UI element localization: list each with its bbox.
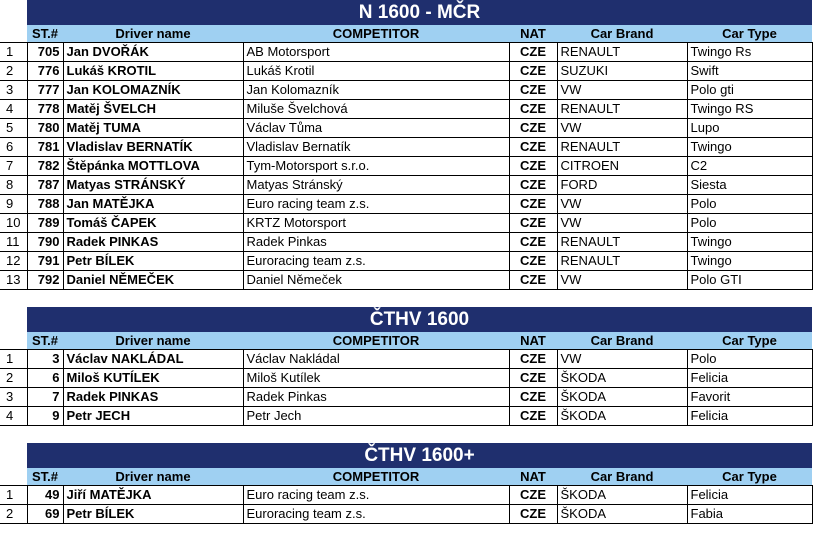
table-row <box>0 157 812 176</box>
header-driver: Driver name <box>63 25 243 43</box>
driver-name: Radek PINKAS <box>63 233 243 252</box>
section-gap <box>0 290 812 308</box>
table-row <box>0 100 812 119</box>
car-type: Twingo <box>687 233 812 252</box>
driver-name: Miloš KUTÍLEK <box>63 369 243 388</box>
nationality: CZE <box>509 486 557 505</box>
competitor-name: Václav Nakládal <box>243 350 509 369</box>
driver-name: Václav NAKLÁDAL <box>63 350 243 369</box>
car-brand: ŠKODA <box>557 407 687 426</box>
car-brand: ŠKODA <box>557 486 687 505</box>
driver-name: Matěj TUMA <box>63 119 243 138</box>
nationality: CZE <box>509 119 557 138</box>
car-brand: VW <box>557 195 687 214</box>
competitor-name: Miloš Kutílek <box>243 369 509 388</box>
title-spacer <box>0 307 27 332</box>
nationality: CZE <box>509 157 557 176</box>
start-number: 705 <box>27 43 63 62</box>
row-index: 4 <box>0 407 27 426</box>
start-number: 778 <box>27 100 63 119</box>
car-type: Polo <box>687 214 812 233</box>
header-st: ST.# <box>27 332 63 350</box>
driver-name: Tomáš ČAPEK <box>63 214 243 233</box>
car-type: Polo gti <box>687 81 812 100</box>
nationality: CZE <box>509 138 557 157</box>
header-spacer <box>0 25 27 43</box>
car-brand: RENAULT <box>557 138 687 157</box>
row-index: 1 <box>0 43 27 62</box>
table-row <box>0 43 812 62</box>
row-index: 3 <box>0 388 27 407</box>
table-row <box>0 486 812 505</box>
competitor-name: Daniel Němeček <box>243 271 509 290</box>
table-row <box>0 252 812 271</box>
table-row <box>0 138 812 157</box>
row-index: 12 <box>0 252 27 271</box>
table-row <box>0 233 812 252</box>
car-type: Twingo <box>687 138 812 157</box>
competitor-name: Euro racing team z.s. <box>243 486 509 505</box>
header-brand: Car Brand <box>557 25 687 43</box>
row-index: 2 <box>0 62 27 81</box>
nationality: CZE <box>509 81 557 100</box>
table-row <box>0 271 812 290</box>
competitor-name: Matyas Stránský <box>243 176 509 195</box>
start-number: 69 <box>27 505 63 524</box>
header-driver: Driver name <box>63 468 243 486</box>
nationality: CZE <box>509 62 557 81</box>
row-index: 1 <box>0 486 27 505</box>
header-type: Car Type <box>687 332 812 350</box>
car-type: Twingo Rs <box>687 43 812 62</box>
start-number: 789 <box>27 214 63 233</box>
row-index: 4 <box>0 100 27 119</box>
car-type: Felicia <box>687 369 812 388</box>
car-brand: ŠKODA <box>557 369 687 388</box>
header-nat: NAT <box>509 468 557 486</box>
car-brand: VW <box>557 119 687 138</box>
row-index: 9 <box>0 195 27 214</box>
start-number: 777 <box>27 81 63 100</box>
competitor-name: Petr Jech <box>243 407 509 426</box>
header-type: Car Type <box>687 25 812 43</box>
table-row <box>0 505 812 524</box>
car-type: Felicia <box>687 486 812 505</box>
table-row <box>0 407 812 426</box>
car-type: Polo GTI <box>687 271 812 290</box>
competitor-name: Miluše Švelchová <box>243 100 509 119</box>
driver-name: Matyas STRÁNSKÝ <box>63 176 243 195</box>
section-title: ČTHV 1600 <box>27 307 812 332</box>
section-title-row <box>0 307 812 332</box>
car-type: Polo <box>687 195 812 214</box>
nationality: CZE <box>509 388 557 407</box>
car-brand: VW <box>557 214 687 233</box>
nationality: CZE <box>509 252 557 271</box>
car-type: Felicia <box>687 407 812 426</box>
car-type: C2 <box>687 157 812 176</box>
nationality: CZE <box>509 214 557 233</box>
table-row <box>0 119 812 138</box>
table-row <box>0 195 812 214</box>
header-st: ST.# <box>27 25 63 43</box>
start-number: 782 <box>27 157 63 176</box>
competitor-name: Václav Tůma <box>243 119 509 138</box>
competitor-name: Radek Pinkas <box>243 388 509 407</box>
start-number: 792 <box>27 271 63 290</box>
driver-name: Petr BÍLEK <box>63 505 243 524</box>
table-row <box>0 214 812 233</box>
driver-name: Vladislav BERNATÍK <box>63 138 243 157</box>
nationality: CZE <box>509 43 557 62</box>
column-header-row <box>0 25 812 43</box>
row-index: 10 <box>0 214 27 233</box>
start-number: 7 <box>27 388 63 407</box>
table-row <box>0 176 812 195</box>
section-title-row <box>0 0 812 25</box>
start-number: 776 <box>27 62 63 81</box>
car-type: Twingo RS <box>687 100 812 119</box>
nationality: CZE <box>509 195 557 214</box>
section-title: ČTHV 1600+ <box>27 443 812 468</box>
header-spacer <box>0 468 27 486</box>
driver-name: Jan KOLOMAZNÍK <box>63 81 243 100</box>
start-number: 6 <box>27 369 63 388</box>
title-spacer <box>0 443 27 468</box>
column-header-row <box>0 468 812 486</box>
row-index: 13 <box>0 271 27 290</box>
car-brand: CITROEN <box>557 157 687 176</box>
table-row <box>0 369 812 388</box>
car-brand: VW <box>557 350 687 369</box>
header-brand: Car Brand <box>557 468 687 486</box>
car-brand: ŠKODA <box>557 388 687 407</box>
header-st: ST.# <box>27 468 63 486</box>
car-type: Twingo <box>687 252 812 271</box>
driver-name: Daniel NĚMEČEK <box>63 271 243 290</box>
header-spacer <box>0 332 27 350</box>
competitor-name: Vladislav Bernatík <box>243 138 509 157</box>
competitor-name: Jan Kolomazník <box>243 81 509 100</box>
driver-name: Jan DVOŘÁK <box>63 43 243 62</box>
row-index: 6 <box>0 138 27 157</box>
table-row <box>0 350 812 369</box>
table-row <box>0 388 812 407</box>
competitor-name: Tym-Motorsport s.r.o. <box>243 157 509 176</box>
start-number: 3 <box>27 350 63 369</box>
car-type: Polo <box>687 350 812 369</box>
row-index: 2 <box>0 369 27 388</box>
nationality: CZE <box>509 100 557 119</box>
car-brand: VW <box>557 81 687 100</box>
header-driver: Driver name <box>63 332 243 350</box>
start-number: 787 <box>27 176 63 195</box>
start-number: 781 <box>27 138 63 157</box>
section-title-row <box>0 443 812 468</box>
start-number: 790 <box>27 233 63 252</box>
car-type: Fabia <box>687 505 812 524</box>
section-gap <box>0 426 812 444</box>
header-competitor: COMPETITOR <box>243 332 509 350</box>
header-nat: NAT <box>509 25 557 43</box>
nationality: CZE <box>509 350 557 369</box>
start-number: 49 <box>27 486 63 505</box>
row-index: 8 <box>0 176 27 195</box>
header-nat: NAT <box>509 332 557 350</box>
car-brand: VW <box>557 271 687 290</box>
competitor-name: Lukáš Krotil <box>243 62 509 81</box>
title-spacer <box>0 0 27 25</box>
header-competitor: COMPETITOR <box>243 468 509 486</box>
nationality: CZE <box>509 176 557 195</box>
competitor-name: Euroracing team z.s. <box>243 505 509 524</box>
gap-cell <box>0 290 812 308</box>
car-type: Favorit <box>687 388 812 407</box>
driver-name: Jan MATĚJKA <box>63 195 243 214</box>
header-competitor: COMPETITOR <box>243 25 509 43</box>
row-index: 11 <box>0 233 27 252</box>
table-row <box>0 81 812 100</box>
row-index: 2 <box>0 505 27 524</box>
car-brand: RENAULT <box>557 233 687 252</box>
car-type: Swift <box>687 62 812 81</box>
nationality: CZE <box>509 505 557 524</box>
start-number: 788 <box>27 195 63 214</box>
column-header-row <box>0 332 812 350</box>
driver-name: Petr JECH <box>63 407 243 426</box>
row-index: 1 <box>0 350 27 369</box>
start-number: 791 <box>27 252 63 271</box>
header-brand: Car Brand <box>557 332 687 350</box>
driver-name: Radek PINKAS <box>63 388 243 407</box>
nationality: CZE <box>509 407 557 426</box>
row-index: 7 <box>0 157 27 176</box>
competitor-name: Radek Pinkas <box>243 233 509 252</box>
competitor-name: Euro racing team z.s. <box>243 195 509 214</box>
competitor-name: AB Motorsport <box>243 43 509 62</box>
competitor-name: KRTZ Motorsport <box>243 214 509 233</box>
driver-name: Lukáš KROTIL <box>63 62 243 81</box>
car-brand: RENAULT <box>557 100 687 119</box>
section-title: N 1600 - MČR <box>27 0 812 25</box>
car-type: Lupo <box>687 119 812 138</box>
nationality: CZE <box>509 369 557 388</box>
row-index: 3 <box>0 81 27 100</box>
competitor-name: Euroracing team z.s. <box>243 252 509 271</box>
car-brand: RENAULT <box>557 43 687 62</box>
start-number: 780 <box>27 119 63 138</box>
gap-cell <box>0 426 812 444</box>
car-brand: SUZUKI <box>557 62 687 81</box>
car-brand: FORD <box>557 176 687 195</box>
car-brand: RENAULT <box>557 252 687 271</box>
driver-name: Petr BÍLEK <box>63 252 243 271</box>
driver-name: Matěj ŠVELCH <box>63 100 243 119</box>
header-type: Car Type <box>687 468 812 486</box>
driver-name: Jiří MATĚJKA <box>63 486 243 505</box>
table-row <box>0 62 812 81</box>
driver-name: Štěpánka MOTTLOVA <box>63 157 243 176</box>
car-brand: ŠKODA <box>557 505 687 524</box>
nationality: CZE <box>509 271 557 290</box>
car-type: Siesta <box>687 176 812 195</box>
nationality: CZE <box>509 233 557 252</box>
start-number: 9 <box>27 407 63 426</box>
row-index: 5 <box>0 119 27 138</box>
